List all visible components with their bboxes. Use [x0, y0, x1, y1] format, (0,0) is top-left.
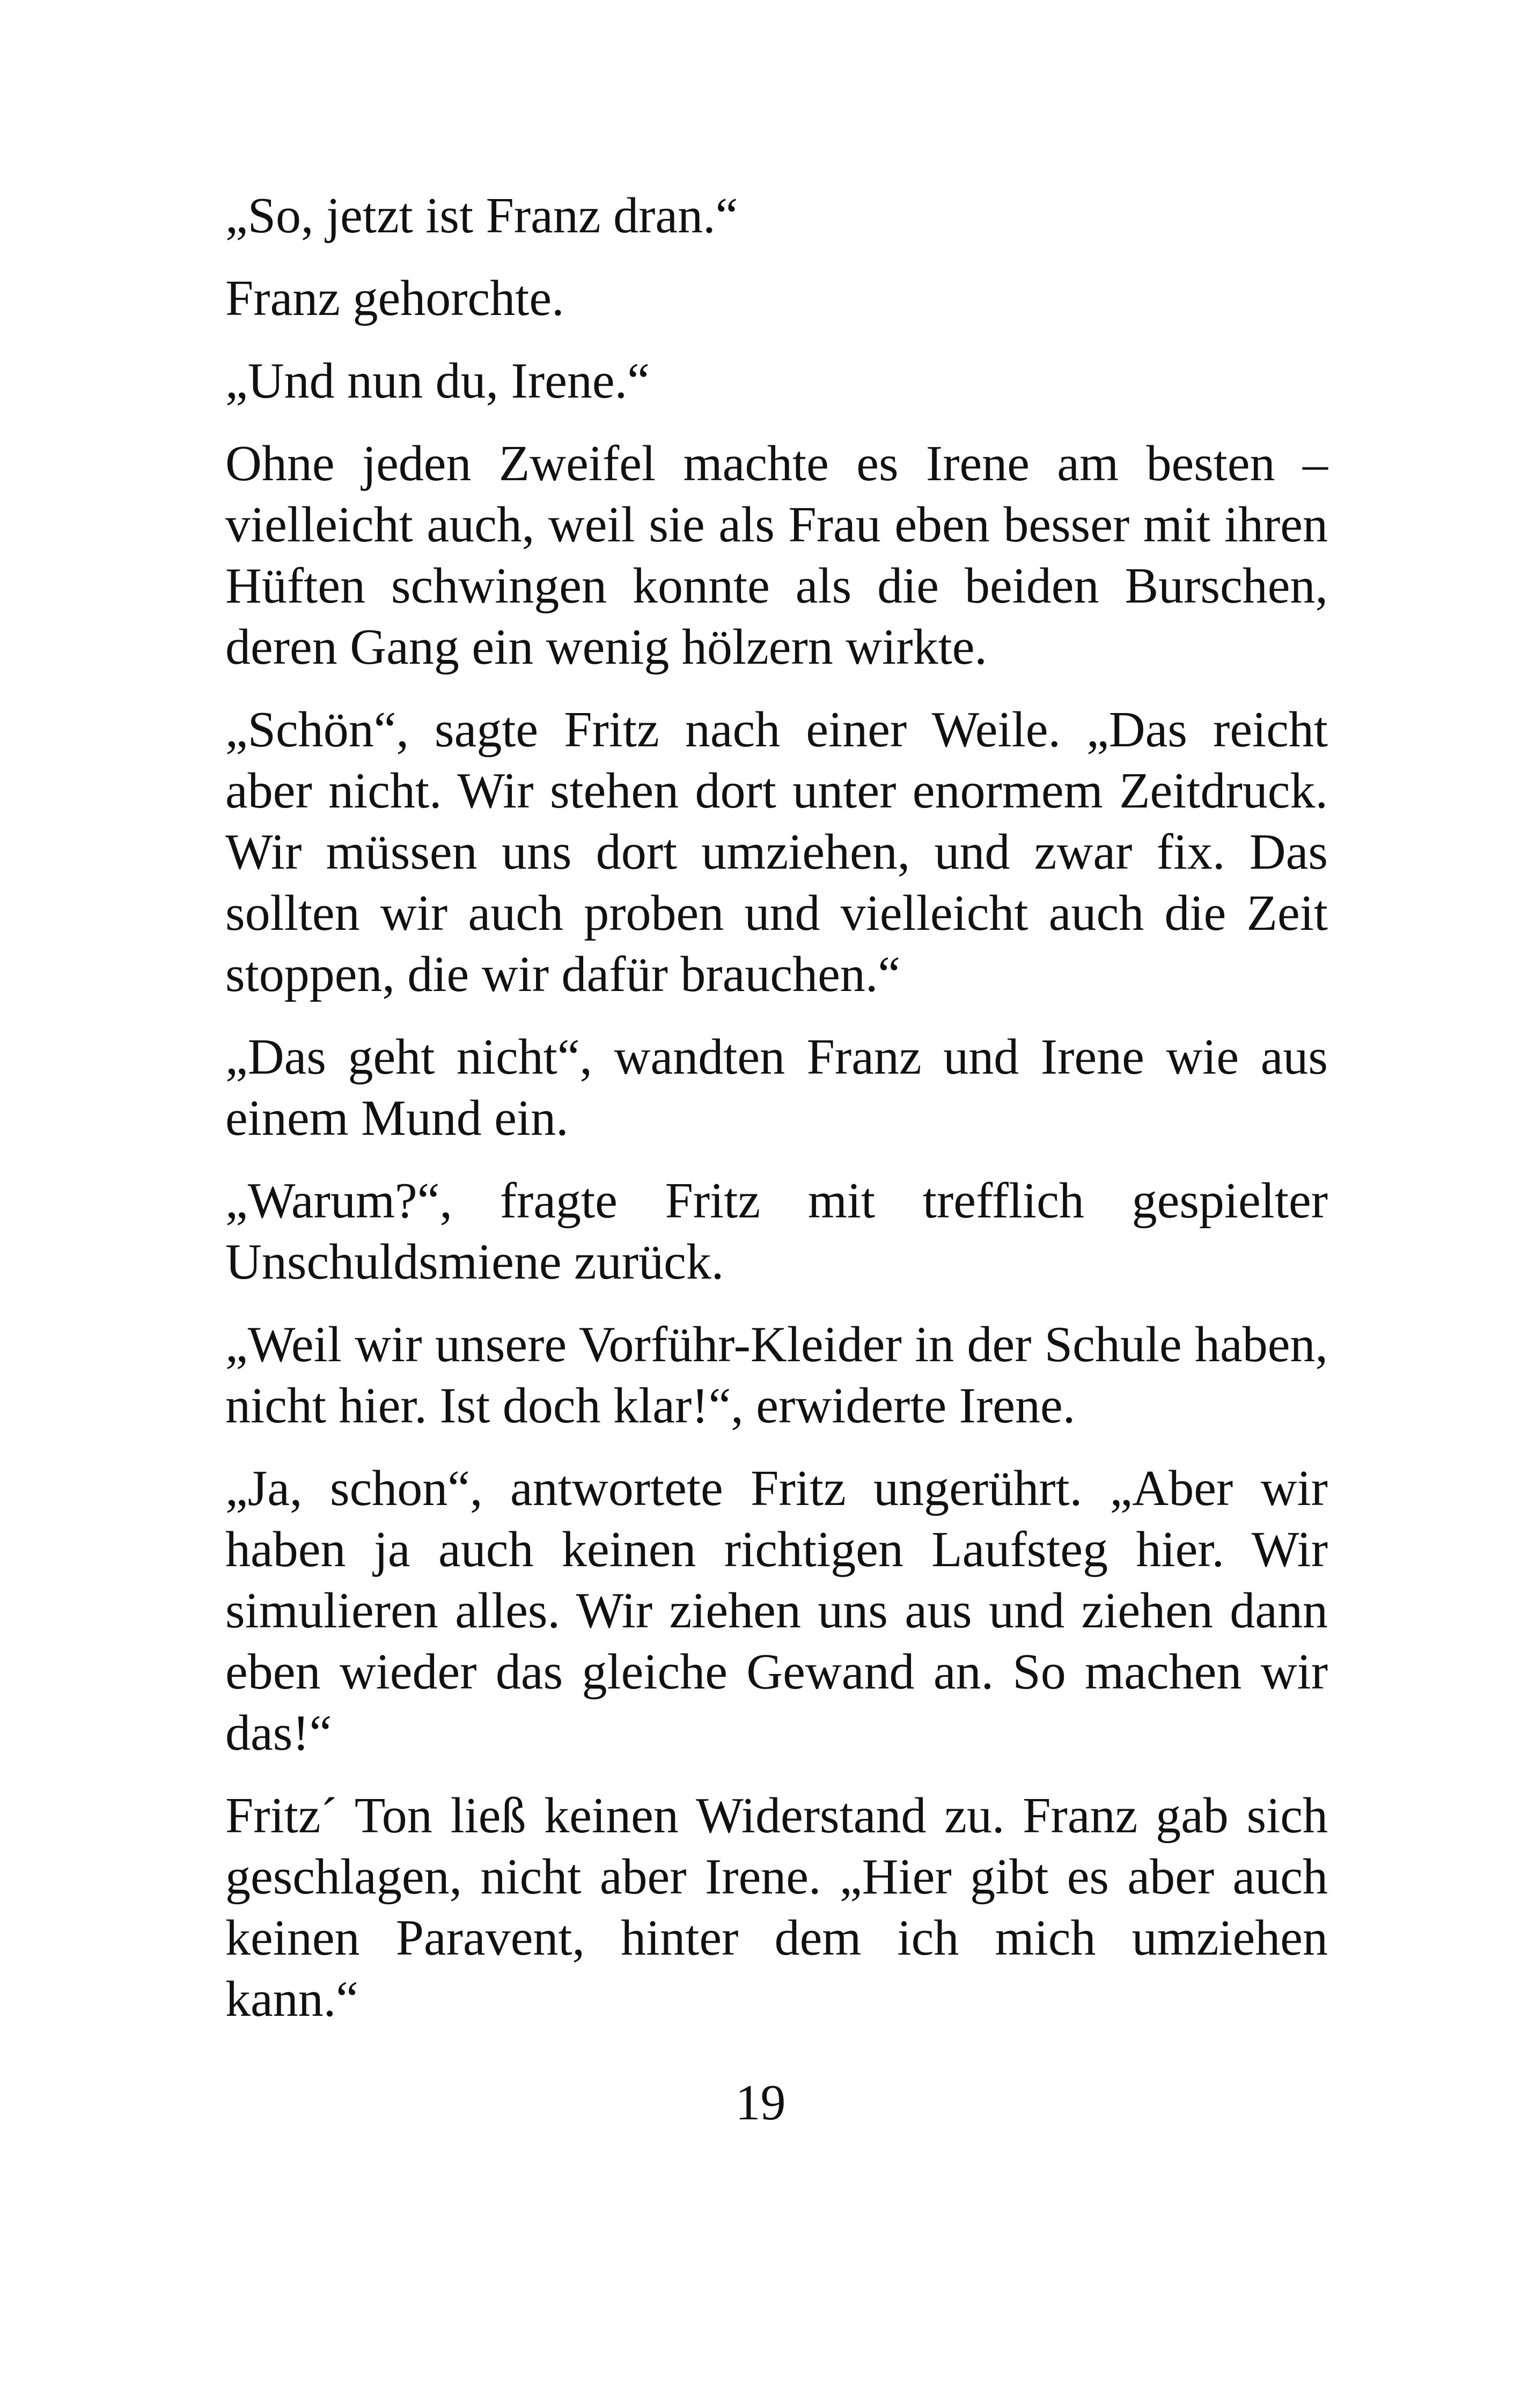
paragraph-9: „Ja, schon“, antwortete Fritz ungerührt. „Aber wir haben ja auch keinen richtigen Laufsteg hier. Wir simulieren alles. Wir ziehen uns aus und ziehen dann eben wieder das gleiche Gewand an. So machen wir das!“	[225, 1460, 1328, 1761]
paragraph-5: „Schön“, sagte Fritz nach einer Weile. „Das reicht aber nicht. Wir stehen dort unter enormem Zeitdruck. Wir müssen uns dort umziehen, und zwar fix. Das sollten wir auch proben und vielleicht auch die Zeit stoppen, die wir dafür brauchen.“	[225, 702, 1328, 1002]
paragraph-8: „Weil wir unsere Vorführ-Kleider in der Schule haben, nicht hier. Ist doch klar!“, erwiderte Irene.	[225, 1317, 1328, 1434]
body-text	[225, 185, 1328, 2051]
paragraph-2: Franz gehorchte.	[225, 270, 564, 326]
paragraph-3: „Und nun du, Irene.“	[225, 353, 650, 409]
paragraph-10: Fritz´ Ton ließ keinen Widerstand zu. Franz gab sich geschlagen, nicht aber Irene. „Hier gibt es aber auch keinen Paravent, hinter dem ich mich umziehen kann.“	[225, 1788, 1328, 2027]
paragraph-7: „Warum?“, fragte Fritz mit trefflich gespielter Unschuldsmiene zurück.	[225, 1173, 1328, 1290]
page-number: 19	[735, 2075, 786, 2131]
paragraph-1: „So, jetzt ist Franz dran.“	[225, 188, 738, 244]
paragraph-4: Ohne jeden Zweifel machte es Irene am besten – vielleicht auch, weil sie als Frau eben besser mit ihren Hüften schwingen konnte als die beiden Burschen, deren Gang ein wenig hölzern wirkte.	[225, 436, 1328, 675]
paragraph-6: „Das geht nicht“, wandten Franz und Irene wie aus einem Mund ein.	[225, 1029, 1328, 1146]
